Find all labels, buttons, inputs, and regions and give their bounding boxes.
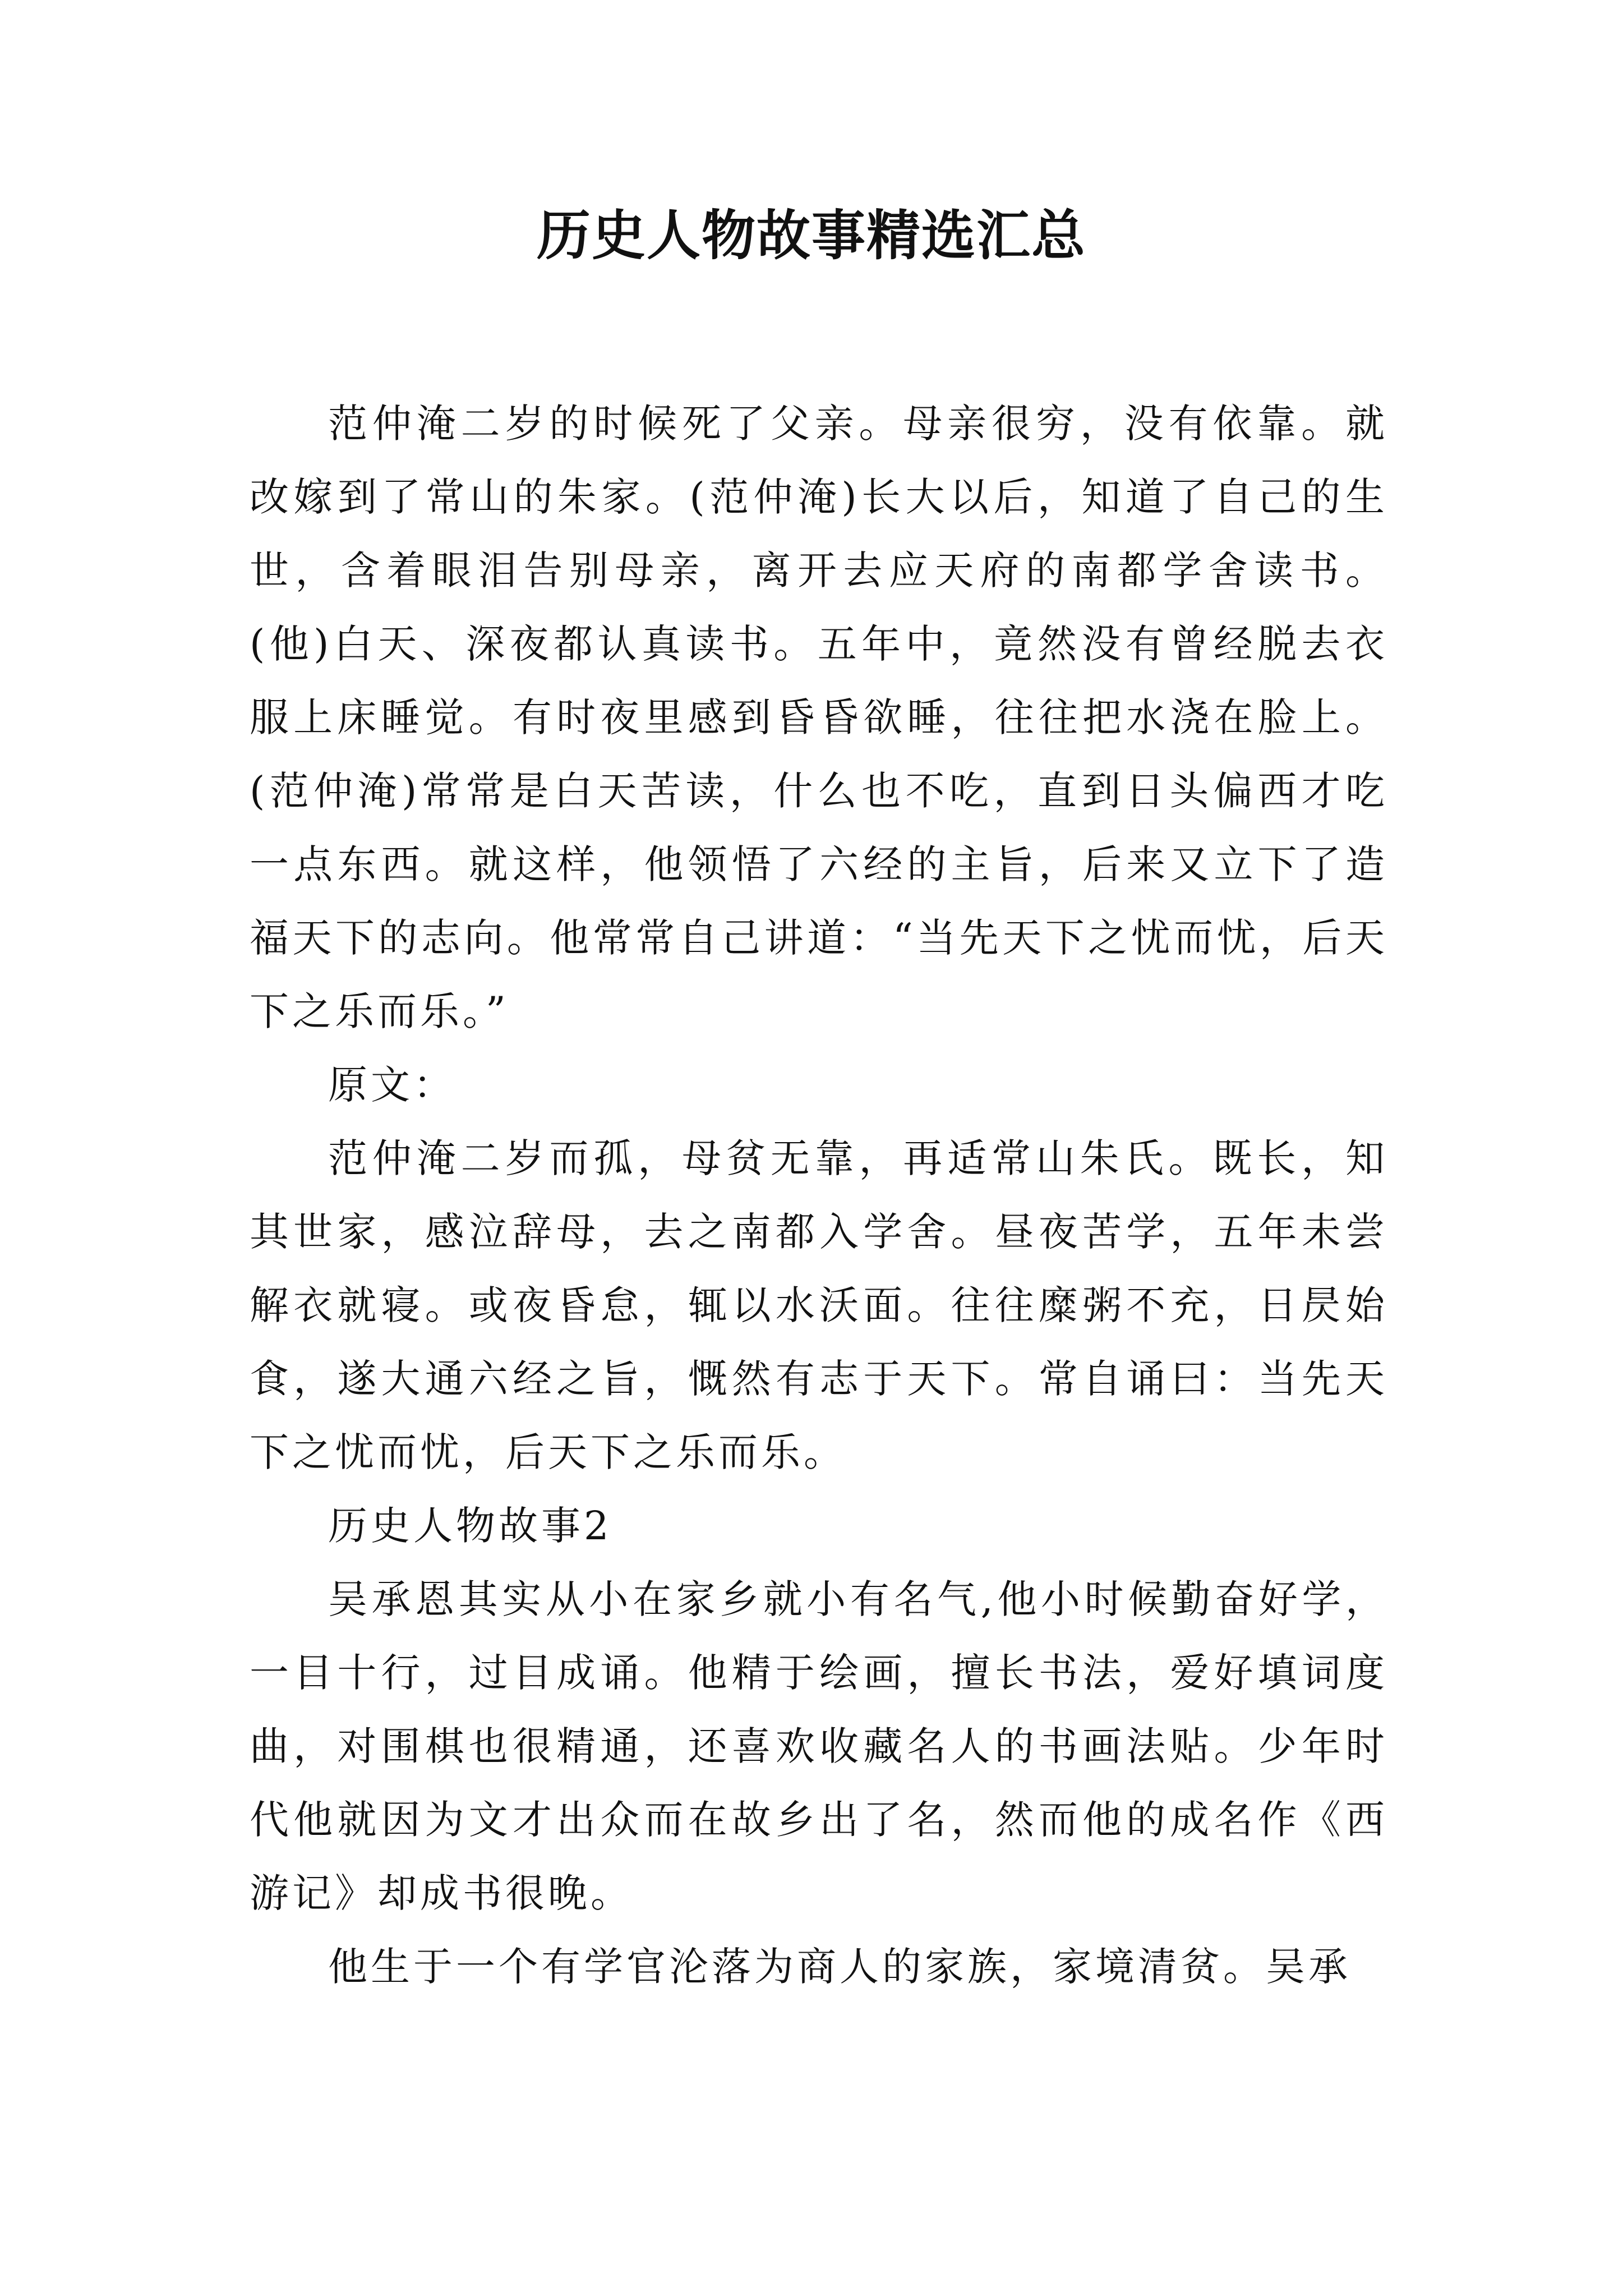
paragraph-original-text-label: 原文： bbox=[328, 1062, 456, 1108]
paragraph-wu-chengen-family: 他生于一个有学官沦落为商人的家族，家境清贫。吴承 bbox=[328, 1944, 1351, 1990]
document-title: 历史人物故事精选汇总 bbox=[537, 204, 1086, 267]
paragraph-original-text: 范仲淹二岁而孤，母贫无靠，再适常山朱氏。既长，知其世家，感泣辞母，去之南都入学舍。昼夜苦学，五年未尝解衣就寝。或夜昏怠，辄以水沃面。往往糜粥不充，日昃始食，遂大通六经之旨，慨然有志于天下。常自诵曰：当先天下之忧而忧，后天下之乐而乐。 bbox=[250, 1135, 1388, 1475]
document-body bbox=[250, 387, 1388, 2004]
paragraph-fan-zhongyan-story: 范仲淹二岁的时候死了父亲。母亲很穷，没有依靠。就改嫁到了常山的朱家。(范仲淹)长大以后，知道了自己的生世，含着眼泪告别母亲，离开去应天府的南都学舍读书。(他)白天、深夜都认真读书。五年中，竟然没有曾经脱去衣服上床睡觉。有时夜里感到昏昏欲睡，往往把水浇在脸上。(范仲淹)常常是白天苦读，什么也不吃，直到日头偏西才吃一点东西。就这样，他领悟了六经的主旨，后来又立下了造福天下的志向。他常常自己讲道：“当先天下之忧而忧，后天下之乐而乐。” bbox=[250, 401, 1388, 1034]
section-heading-story-2: 历史人物故事2 bbox=[328, 1503, 612, 1549]
paragraph-wu-chengen-story: 吴承恩其实从小在家乡就小有名气,他小时候勤奋好学，一目十行，过目成诵。他精于绘画，擅长书法，爱好填词度曲，对围棋也很精通，还喜欢收藏名人的书画法贴。少年时代他就因为文才出众而在故乡出了名，然而他的成名作《西游记》却成书很晚。 bbox=[250, 1576, 1388, 1916]
